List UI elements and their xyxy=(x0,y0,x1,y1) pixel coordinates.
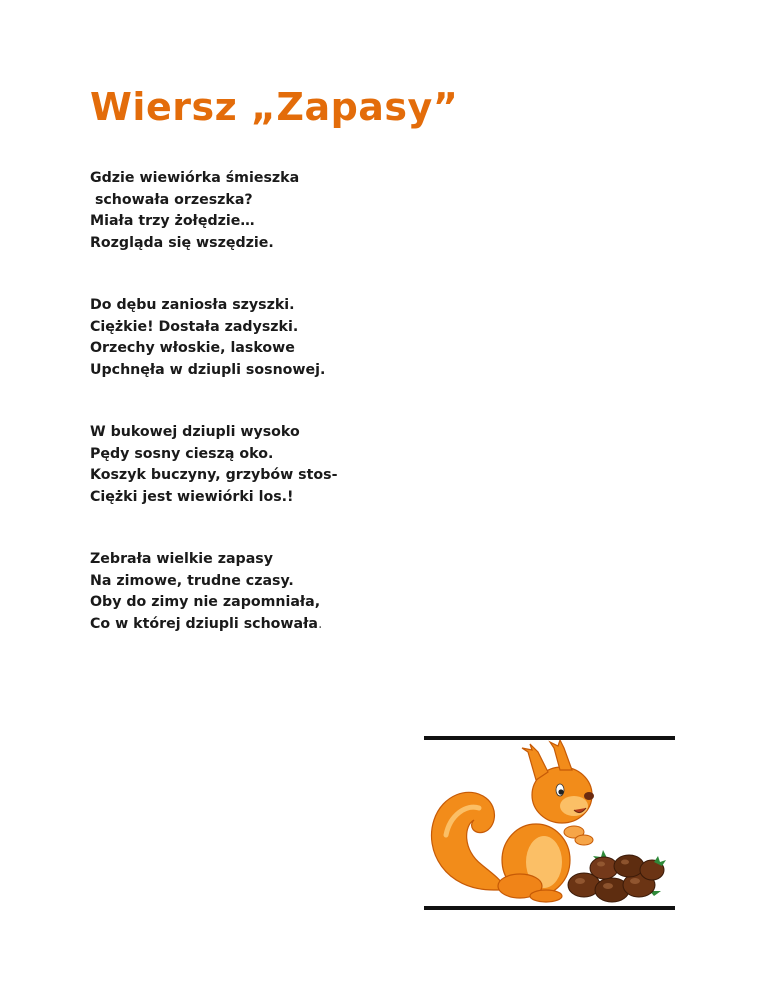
stanza-4 xyxy=(90,549,470,635)
poem-line: Na zimowe, trudne czasy. xyxy=(90,572,294,589)
poem-line: Miała trzy żołędzie… xyxy=(90,213,255,229)
stanza-2 xyxy=(90,295,470,381)
poem-line: Zebrała wielkie zapasy xyxy=(90,551,273,567)
poem-line: Koszyk buczyny, grzybów stos- xyxy=(90,467,338,483)
poem-trailing-period: . xyxy=(317,615,323,632)
poem-line: schowała orzeszka? xyxy=(90,191,253,208)
poem xyxy=(90,168,470,676)
poem-line: Ciężkie! Dostała zadyszki. xyxy=(90,318,299,335)
squirrel-icon xyxy=(424,740,675,906)
poem-line: Oby do zimy nie zapomniała, xyxy=(90,594,321,610)
poem-line: Rozgląda się wszędzie. xyxy=(90,234,274,251)
chestnuts xyxy=(568,850,666,902)
stanza-1 xyxy=(90,168,470,254)
page-title: Wiersz „Zapasy” xyxy=(90,85,459,129)
poem-line: Pędy sosny cieszą oko. xyxy=(90,445,274,462)
squirrel-illustration xyxy=(424,736,675,910)
poem-line: Upchnęła w dziupli sosnowej. xyxy=(90,361,326,378)
poem-line: Orzechy włoskie, laskowe xyxy=(90,340,295,356)
poem-line: W bukowej dziupli wysoko xyxy=(90,424,300,440)
poem-line: Gdzie wiewiórka śmieszka xyxy=(90,170,300,186)
stanza-3 xyxy=(90,422,470,508)
poem-line: Ciężki jest wiewiórki los.! xyxy=(90,488,294,505)
poem-line: Do dębu zaniosła szyszki. xyxy=(90,297,295,313)
poem-line-text: Co w której dziupli schowała xyxy=(90,615,318,632)
poem-line xyxy=(90,614,470,636)
